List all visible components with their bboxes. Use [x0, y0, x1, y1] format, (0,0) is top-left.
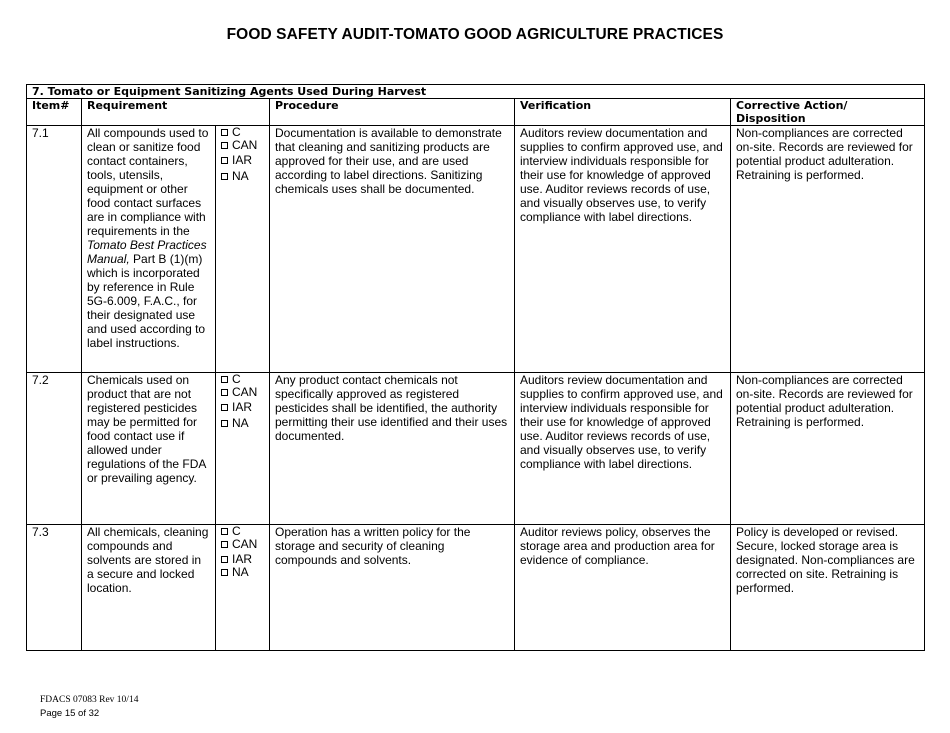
- header-procedure: Procedure: [270, 99, 515, 126]
- checkbox-icon[interactable]: [221, 420, 228, 427]
- compliance-checkboxes: [216, 373, 270, 525]
- checkbox-icon[interactable]: [221, 142, 228, 149]
- checkbox-iar[interactable]: [221, 154, 264, 167]
- checkbox-icon[interactable]: [221, 556, 228, 563]
- checkbox-icon[interactable]: [221, 376, 228, 383]
- corrective-action-cell: Policy is developed or revised. Secure, locked storage area is designated. Non-compliances are corrected on site. Retraining is performed.: [731, 525, 925, 651]
- requirement-cell: Chemicals used on product that are not registered pesticides may be permitted for food contact use if allowed under regulations of the FDA or prevailing agency.: [82, 373, 216, 525]
- requirement-cell: All chemicals, cleaning compounds and solvents are stored in a secure and locked location.: [82, 525, 216, 651]
- item-number: 7.2: [27, 373, 82, 525]
- checkbox-na[interactable]: [221, 170, 264, 183]
- checkbox-can[interactable]: [221, 386, 264, 399]
- form-number: FDACS 07083 Rev 10/14: [40, 695, 139, 705]
- checkbox-label: CAN: [232, 536, 258, 551]
- header-corrective-action: Corrective Action/ Disposition: [731, 99, 925, 126]
- checkbox-label: C: [232, 372, 241, 386]
- page-footer: [40, 694, 138, 720]
- checkbox-label: NA: [232, 168, 249, 183]
- checkbox-label: CAN: [232, 137, 258, 152]
- item-number: 7.3: [27, 525, 82, 651]
- checkbox-label: C: [232, 125, 241, 139]
- page-number: Page 15 of 32: [40, 708, 100, 719]
- checkbox-icon[interactable]: [221, 569, 228, 576]
- header-item: Item#: [27, 99, 82, 126]
- checkbox-label: NA: [232, 415, 249, 430]
- checkbox-label: IAR: [232, 400, 253, 414]
- checkbox-label: IAR: [232, 153, 253, 167]
- checkbox-icon[interactable]: [221, 404, 228, 411]
- checkbox-can[interactable]: [221, 538, 264, 551]
- requirement-text: All compounds used to clean or sanitize food contact containers, tools, utensils, equipment or other food contact surfaces are in compliance with requirements in the: [87, 126, 209, 238]
- table-row: [27, 373, 925, 525]
- checkbox-iar[interactable]: [221, 401, 264, 414]
- checkbox-icon[interactable]: [221, 541, 228, 548]
- item-number: 7.1: [27, 126, 82, 373]
- checkbox-na[interactable]: [221, 566, 264, 579]
- checkbox-icon[interactable]: [221, 173, 228, 180]
- table-row: [27, 126, 925, 373]
- procedure-cell: Documentation is available to demonstrate that cleaning and sanitizing products are approved for their use, and are used according to label directions. Sanitizing chemicals uses shall be documented.: [270, 126, 515, 373]
- checkbox-icon[interactable]: [221, 528, 228, 535]
- verification-cell: Auditors review documentation and supplies to confirm approved use, and interview individuals responsible for their use for knowledge of approved use. Auditor reviews records of use, and visually observes use, to verify compliance with label directions.: [515, 126, 731, 373]
- procedure-cell: Any product contact chemicals not specifically approved as registered pesticides shall be identified, the authority permitting their use identified and their uses documented.: [270, 373, 515, 525]
- audit-table: [26, 84, 925, 651]
- header-requirement: Requirement: [82, 99, 270, 126]
- column-header-row: [27, 99, 925, 126]
- checkbox-label: NA: [232, 564, 249, 579]
- checkbox-na[interactable]: [221, 417, 264, 430]
- section-title: 7. Tomato or Equipment Sanitizing Agents Used During Harvest: [27, 85, 925, 99]
- checkbox-label: C: [232, 524, 241, 538]
- table-row: [27, 525, 925, 651]
- checkbox-label: CAN: [232, 384, 258, 399]
- checkbox-label: IAR: [232, 552, 253, 566]
- corrective-action-cell: Non-compliances are corrected on-site. Records are reviewed for potential product adulteration. Retraining is performed.: [731, 126, 925, 373]
- procedure-cell: Operation has a written policy for the storage and security of cleaning compounds and solvents.: [270, 525, 515, 651]
- requirement-text-cont: Part B (1)(m) which is incorporated by reference in Rule 5G-6.009, F.A.C., for their designated use and used according to label instructions.: [87, 252, 206, 350]
- corrective-action-cell: Non-compliances are corrected on-site. Records are reviewed for potential product adulteration. Retraining is performed.: [731, 373, 925, 525]
- requirement-manual-title: Tomato Best Practices Manual,: [87, 238, 207, 266]
- header-verification: Verification: [515, 99, 731, 126]
- section-header-row: [27, 85, 925, 99]
- compliance-checkboxes: [216, 126, 270, 373]
- checkbox-icon[interactable]: [221, 157, 228, 164]
- checkbox-icon[interactable]: [221, 129, 228, 136]
- page-title: FOOD SAFETY AUDIT-TOMATO GOOD AGRICULTURE PRACTICES: [226, 26, 724, 43]
- verification-cell: Auditor reviews policy, observes the storage area and production area for evidence of compliance.: [515, 525, 731, 651]
- requirement-cell: [82, 126, 216, 373]
- verification-cell: Auditors review documentation and supplies to confirm approved use, and interview individuals responsible for their use for knowledge of approved use. Auditor reviews records of use, and visually observes use, to verify compliance with label directions.: [515, 373, 731, 525]
- checkbox-can[interactable]: [221, 139, 264, 152]
- compliance-checkboxes: [216, 525, 270, 651]
- checkbox-icon[interactable]: [221, 389, 228, 396]
